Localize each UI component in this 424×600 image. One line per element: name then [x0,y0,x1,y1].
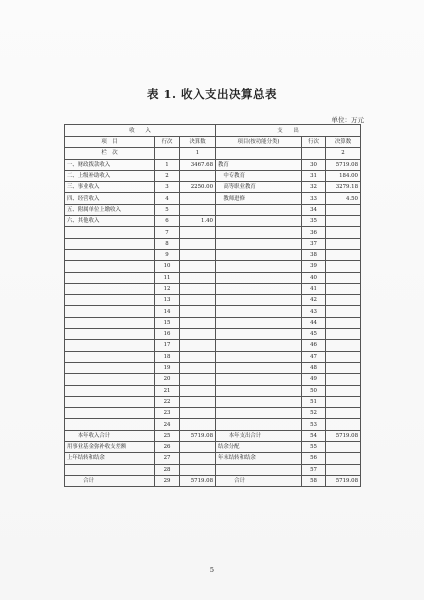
expense-seq-cell: 32 [302,182,326,193]
income-amount-cell [180,238,216,249]
table-row [65,170,361,181]
income-item-cell [65,419,155,430]
expense-amount-cell [326,272,361,283]
income-amount-cell: 5719.08 [180,430,216,441]
income-item-cell: 用事业基金弥补收支差额 [65,442,155,453]
table-row [65,204,361,215]
expense-amount-cell: 5719.08 [326,159,361,170]
expense-seq-cell: 54 [302,430,326,441]
expense-seq-cell: 34 [302,204,326,215]
expense-section-header: 支 出 [216,125,361,137]
income-item-cell [65,464,155,475]
income-item-cell: 一、财政拨款收入 [65,159,155,170]
expense-item-cell: 合计 [216,475,302,486]
page-number: 5 [209,566,215,574]
expense-item-cell [216,272,302,283]
expense-seq-cell: 31 [302,170,326,181]
expense-seq-cell: 46 [302,340,326,351]
income-seq-cell: 29 [155,475,180,486]
expense-amount-cell [326,283,361,294]
income-item-cell [65,351,155,362]
expense-amount-cell [326,204,361,215]
income-seq-cell: 8 [155,238,180,249]
expense-seq-cell: 48 [302,362,326,373]
income-item-cell: 上年结转和结余 [65,453,155,464]
income-col-number: 1 [180,148,216,159]
expense-item-cell: 教育 [216,159,302,170]
income-amount-header: 决算数 [180,137,216,148]
expense-amount-cell [326,351,361,362]
income-amount-cell [180,306,216,317]
expense-item-cell [216,362,302,373]
table-row [65,249,361,260]
expense-amount-cell [326,362,361,373]
expense-amount-cell [326,340,361,351]
income-amount-cell [180,362,216,373]
expense-amount-cell: 3279.18 [326,182,361,193]
expense-amount-cell: 184.00 [326,170,361,181]
expense-seq-cell: 38 [302,249,326,260]
income-amount-cell [180,385,216,396]
income-seq-cell: 26 [155,442,180,453]
expense-item-cell [216,227,302,238]
expense-seq-cell: 53 [302,419,326,430]
income-item-cell [65,408,155,419]
income-amount-cell [180,396,216,407]
expense-item-cell [216,249,302,260]
table-row [65,306,361,317]
income-seq-cell: 23 [155,408,180,419]
expense-amount-cell [326,317,361,328]
expense-seq-cell: 33 [302,193,326,204]
expense-item-cell: 中专教育 [216,170,302,181]
income-amount-cell [180,464,216,475]
income-seq-cell: 11 [155,272,180,283]
income-item-cell: 二、上级补助收入 [65,170,155,181]
income-seq-cell: 21 [155,385,180,396]
expense-seq-cell: 56 [302,453,326,464]
expense-amount-cell [326,295,361,306]
income-item-cell [65,385,155,396]
expense-amount-cell [326,464,361,475]
income-item-cell [65,238,155,249]
expense-item-cell: 本年支出合计 [216,430,302,441]
income-item-cell: 四、经营收入 [65,193,155,204]
table-row [65,385,361,396]
table-row [65,272,361,283]
expense-amount-cell: 4.50 [326,193,361,204]
expense-item-cell [216,464,302,475]
table-row [65,261,361,272]
expense-seq-cell: 50 [302,385,326,396]
expense-seq-cell: 36 [302,227,326,238]
expense-seq-cell: 52 [302,408,326,419]
expense-amount-cell: 5719.08 [326,475,361,486]
income-item-cell [65,272,155,283]
table-row [65,340,361,351]
income-amount-cell [180,272,216,283]
income-amount-cell: 1.40 [180,216,216,227]
expense-item-cell [216,396,302,407]
table-row [65,475,361,486]
expense-amount-cell [326,261,361,272]
table-row [65,419,361,430]
expense-amount-cell [326,453,361,464]
expense-amount-cell [326,396,361,407]
income-amount-cell [180,329,216,340]
expense-amount-cell [326,238,361,249]
income-seq-cell: 28 [155,464,180,475]
income-amount-cell [180,295,216,306]
income-seq-cell: 2 [155,170,180,181]
income-amount-cell [180,170,216,181]
expense-item-cell [216,351,302,362]
income-seq-cell: 18 [155,351,180,362]
table-row [65,159,361,170]
income-seq-cell: 13 [155,295,180,306]
expense-seq-cell: 39 [302,261,326,272]
table-row [65,295,361,306]
table-row [65,362,361,373]
expense-item-cell [216,306,302,317]
income-seq-cell: 20 [155,374,180,385]
expense-seq-cell: 41 [302,283,326,294]
expense-amount-cell [326,306,361,317]
row-label-cell: 栏 次 [65,148,155,159]
expense-seq-cell: 43 [302,306,326,317]
expense-amount-cell [326,374,361,385]
expense-item-cell [216,216,302,227]
income-item-cell [65,261,155,272]
income-seq-cell: 1 [155,159,180,170]
income-seq-cell: 17 [155,340,180,351]
income-seq-cell: 7 [155,227,180,238]
expense-item-cell [216,408,302,419]
income-item-cell [65,374,155,385]
expense-item-cell [216,385,302,396]
income-seq-cell: 3 [155,182,180,193]
expense-item-cell: 结余分配 [216,442,302,453]
empty-cell [216,148,302,159]
income-item-cell [65,317,155,328]
income-amount-cell [180,261,216,272]
income-seq-cell: 24 [155,419,180,430]
income-seq-cell: 6 [155,216,180,227]
expense-item-cell [216,204,302,215]
income-item-cell: 本年收入合计 [65,430,155,441]
expense-amount-cell [326,249,361,260]
table-row [65,182,361,193]
expense-amount-cell [326,216,361,227]
income-seq-header: 行次 [155,137,180,148]
expense-col-number: 2 [326,148,361,159]
income-expense-table [64,124,361,487]
table-row [65,396,361,407]
income-item-cell: 五、附属单位上缴收入 [65,204,155,215]
expense-amount-cell [326,442,361,453]
expense-item-cell [216,261,302,272]
unit-label: 单位：万元 [331,116,364,124]
empty-cell [155,148,180,159]
expense-seq-cell: 49 [302,374,326,385]
expense-item-header: 项目(按功能分类) [216,137,302,148]
expense-seq-cell: 47 [302,351,326,362]
income-seq-cell: 25 [155,430,180,441]
income-amount-cell [180,249,216,260]
table-row [65,453,361,464]
income-amount-cell [180,317,216,328]
expense-seq-cell: 45 [302,329,326,340]
expense-amount-header: 决算数 [326,137,361,148]
table-row [65,329,361,340]
income-seq-cell: 10 [155,261,180,272]
income-amount-cell [180,193,216,204]
table-row [65,408,361,419]
expense-item-cell: 高等职业教育 [216,182,302,193]
expense-seq-cell: 58 [302,475,326,486]
page-title: 表 1. 收入支出决算总表 [146,87,277,101]
income-amount-cell [180,408,216,419]
income-seq-cell: 9 [155,249,180,260]
expense-seq-cell: 51 [302,396,326,407]
income-item-cell: 三、事业收入 [65,182,155,193]
expense-amount-cell [326,408,361,419]
income-seq-cell: 15 [155,317,180,328]
expense-item-cell [216,340,302,351]
table-row [65,442,361,453]
table-row [65,227,361,238]
income-amount-cell [180,374,216,385]
income-item-cell [65,329,155,340]
table-row [65,216,361,227]
income-amount-cell [180,340,216,351]
income-seq-cell: 19 [155,362,180,373]
table-row [65,238,361,249]
income-seq-cell: 14 [155,306,180,317]
income-item-cell [65,249,155,260]
expense-seq-cell: 40 [302,272,326,283]
column-header-row [65,137,361,148]
expense-seq-cell: 42 [302,295,326,306]
income-seq-cell: 27 [155,453,180,464]
table-row [65,374,361,385]
table-row [65,430,361,441]
expense-item-cell [216,317,302,328]
income-item-cell [65,340,155,351]
expense-seq-cell: 55 [302,442,326,453]
income-seq-cell: 22 [155,396,180,407]
expense-seq-cell: 37 [302,238,326,249]
expense-seq-header: 行次 [302,137,326,148]
expense-amount-cell [326,329,361,340]
expense-item-cell [216,283,302,294]
income-seq-cell: 4 [155,193,180,204]
expense-seq-cell: 30 [302,159,326,170]
income-amount-cell [180,283,216,294]
income-amount-cell: 2250.00 [180,182,216,193]
table-row [65,464,361,475]
income-item-cell [65,283,155,294]
income-item-cell [65,396,155,407]
expense-amount-cell [326,385,361,396]
table-row [65,283,361,294]
income-item-cell [65,227,155,238]
table-row [65,351,361,362]
section-header-row [65,125,361,137]
expense-amount-cell [326,227,361,238]
income-seq-cell: 12 [155,283,180,294]
income-item-cell [65,295,155,306]
expense-amount-cell [326,419,361,430]
income-item-cell: 六、其他收入 [65,216,155,227]
expense-item-cell: 教师进修 [216,193,302,204]
expense-item-cell [216,238,302,249]
income-amount-cell [180,419,216,430]
income-item-cell [65,362,155,373]
income-seq-cell: 5 [155,204,180,215]
income-amount-cell [180,204,216,215]
expense-amount-cell: 5719.08 [326,430,361,441]
income-amount-cell [180,227,216,238]
expense-seq-cell: 57 [302,464,326,475]
income-seq-cell: 16 [155,329,180,340]
table-row [65,193,361,204]
expense-item-cell [216,329,302,340]
income-section-header: 收 入 [65,125,216,137]
income-amount-cell: 5719.08 [180,475,216,486]
expense-item-cell [216,374,302,385]
income-item-header: 项 目 [65,137,155,148]
table-row [65,317,361,328]
income-amount-cell [180,351,216,362]
expense-seq-cell: 44 [302,317,326,328]
income-amount-cell: 3467.68 [180,159,216,170]
expense-item-cell [216,419,302,430]
empty-cell [302,148,326,159]
income-item-cell: 合计 [65,475,155,486]
expense-item-cell [216,295,302,306]
column-number-row [65,148,361,159]
expense-seq-cell: 35 [302,216,326,227]
expense-item-cell: 年末结转和结余 [216,453,302,464]
income-amount-cell [180,442,216,453]
income-amount-cell [180,453,216,464]
income-item-cell [65,306,155,317]
